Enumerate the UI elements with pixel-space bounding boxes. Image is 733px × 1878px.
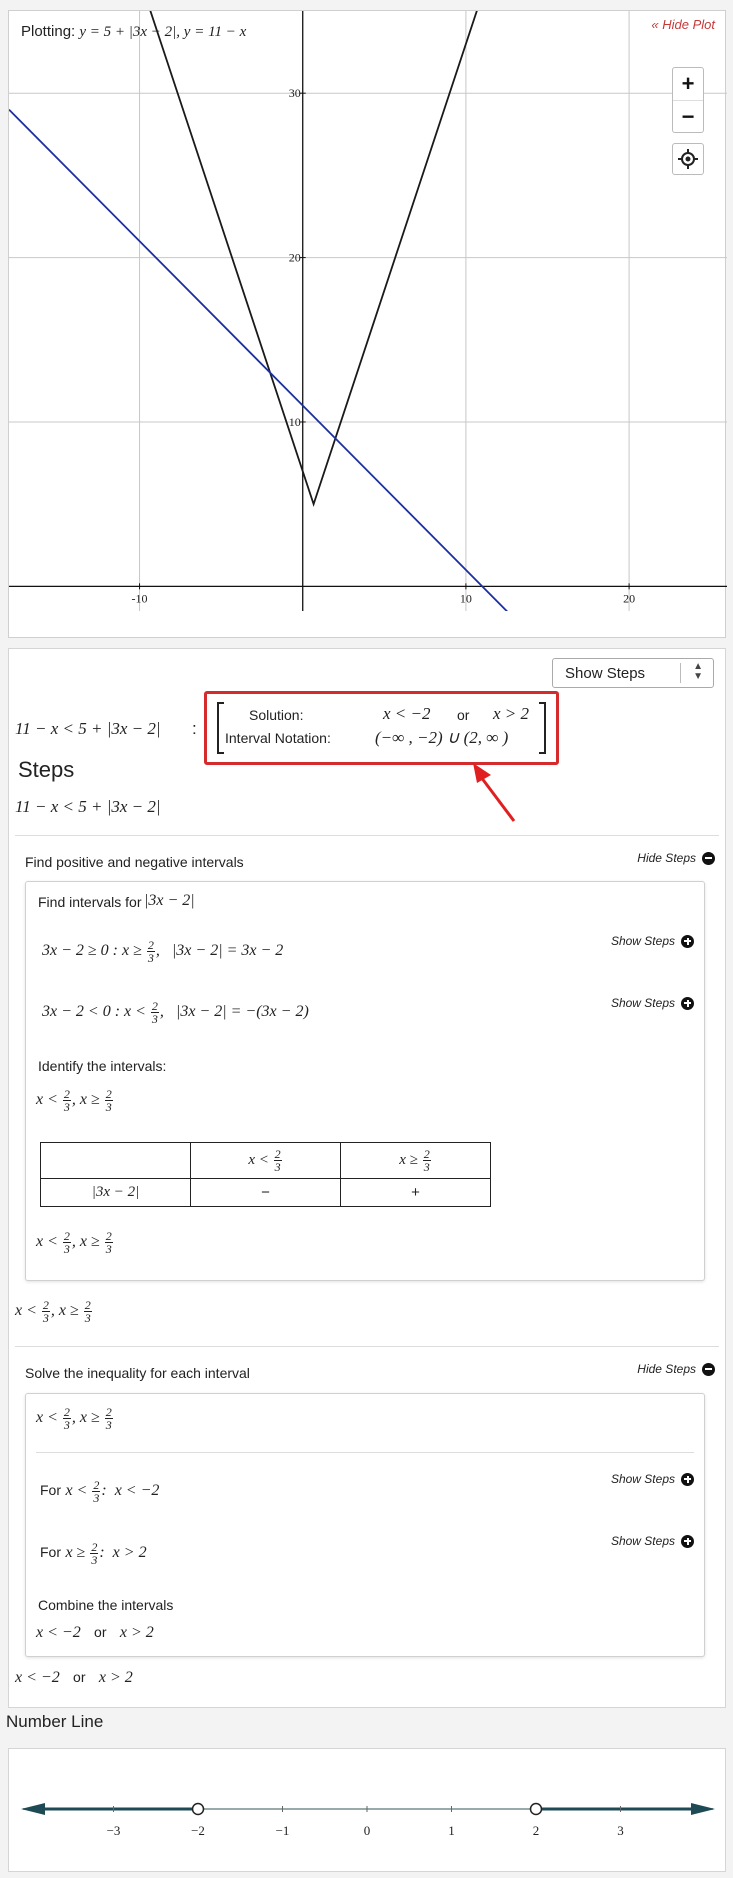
x-ge: x ≥ — [79, 1233, 100, 1251]
fraction — [105, 1088, 113, 1113]
final-result — [15, 1669, 133, 1687]
show-steps-link-case-1[interactable] — [611, 1472, 694, 1486]
fraction — [63, 1230, 71, 1255]
x-tick-label: 10 — [459, 591, 472, 606]
frac-den: 3 — [63, 1100, 70, 1114]
expand-icon — [681, 935, 694, 948]
intervals-list-3 — [36, 1406, 114, 1431]
final-value-2: x > 2 — [98, 1669, 133, 1686]
find-intervals-text: Find intervals for — [38, 894, 142, 910]
plot-canvas[interactable] — [9, 11, 727, 639]
table-header-lt — [191, 1143, 341, 1179]
fraction — [63, 1406, 71, 1431]
fraction — [105, 1230, 113, 1255]
hide-steps-link-2[interactable] — [637, 1362, 715, 1376]
fraction — [84, 1299, 92, 1324]
right-bracket — [539, 702, 546, 754]
frac-num: 2 — [105, 1087, 112, 1101]
expand-icon — [681, 1535, 694, 1548]
positive-case — [42, 939, 283, 964]
frac-num: 2 — [63, 1087, 70, 1101]
frac-num: 2 — [105, 1405, 112, 1419]
negative-case-lhs: 3x − 2 < 0 : x < — [42, 1003, 146, 1021]
answer-box — [204, 691, 559, 765]
frac-num: 2 — [84, 1298, 91, 1312]
frac-den: 3 — [42, 1311, 49, 1325]
frac-den: 3 — [63, 1418, 70, 1432]
red-arrow-icon — [469, 759, 519, 824]
x-tick-label: 20 — [623, 591, 636, 606]
combined-1: x < −2 — [36, 1624, 81, 1641]
number-line-panel — [8, 1748, 726, 1872]
combined-or: or — [94, 1624, 107, 1640]
number-line-tick-label: 2 — [532, 1823, 540, 1838]
zoom-controls — [672, 67, 704, 133]
table-row-label: |3x − 2| — [41, 1179, 191, 1207]
number-line-tick-label: −2 — [191, 1823, 205, 1838]
hide-plot-link[interactable]: « Hide Plot — [651, 17, 715, 32]
show-steps-label: Show Steps — [610, 996, 675, 1010]
frac-num: 2 — [63, 1405, 70, 1419]
expand-icon — [681, 997, 694, 1010]
y-tick-label: 10 — [288, 414, 301, 429]
x-ge: x ≥ — [79, 1091, 100, 1109]
hide-steps-label: Hide Steps — [637, 1362, 696, 1376]
x-lt: x < — [65, 1482, 88, 1500]
fraction — [42, 1299, 50, 1324]
open-point — [531, 1804, 542, 1815]
final-value-1: x < −2 — [15, 1669, 60, 1686]
right-arrow-icon — [691, 1803, 715, 1815]
for-label: For — [40, 1482, 61, 1499]
frac-num: 2 — [151, 999, 158, 1013]
intervals-summary — [15, 1299, 93, 1324]
negative-case — [42, 1000, 309, 1025]
divider — [15, 1346, 719, 1347]
fraction — [423, 1148, 431, 1173]
show-steps-label: Show Steps — [610, 934, 675, 948]
negative-case-rhs: |3x − 2| = −(3x − 2) — [175, 1003, 309, 1021]
zoom-out-button[interactable]: − — [673, 100, 703, 132]
x-lt: x < — [36, 1409, 58, 1427]
hide-steps-link-1[interactable] — [637, 851, 715, 865]
comma: , — [155, 942, 160, 960]
frac-den: 3 — [105, 1418, 112, 1432]
solution-value-2: x > 2 — [493, 704, 530, 723]
x-ge: x ≥ — [399, 1151, 418, 1168]
sign-table — [40, 1142, 491, 1207]
frac-num: 2 — [147, 938, 154, 952]
intervals-list-2 — [36, 1230, 114, 1255]
number-line-tick-label: 3 — [617, 1823, 624, 1838]
frac-num: 2 — [423, 1147, 430, 1161]
show-steps-label: Show Steps — [610, 1534, 675, 1548]
x-tick-label: -10 — [131, 591, 148, 606]
frac-den: 3 — [91, 1553, 98, 1567]
frac-den: 3 — [93, 1491, 100, 1505]
frac-num: 2 — [42, 1298, 49, 1312]
steps-title: Steps — [18, 757, 75, 782]
comma: , — [71, 1409, 76, 1427]
table-header-ge — [341, 1143, 491, 1179]
frac-num: 2 — [63, 1229, 70, 1243]
frac-num: 2 — [93, 1478, 100, 1492]
solve-box — [25, 1393, 705, 1657]
combined-result — [36, 1624, 154, 1642]
x-ge: x ≥ — [79, 1409, 100, 1427]
section-solve-title: Solve the inequality for each interval — [25, 1365, 250, 1381]
case-2: For x ≥ $\frac{2}{3}$ : x > 2 — [40, 1540, 147, 1567]
x-lt: x < — [36, 1233, 58, 1251]
plotting-label: Plotting: — [21, 23, 76, 40]
section-positive-negative-title: Find positive and negative intervals — [25, 854, 244, 870]
frac-den: 3 — [151, 1012, 158, 1026]
frac-den: 3 — [105, 1100, 112, 1114]
interval-label: Interval Notation: — [225, 730, 331, 746]
comma: , — [71, 1233, 76, 1251]
fraction — [151, 1000, 159, 1025]
case-1: For x < $\frac{2}{3}$ : x < −2 — [40, 1478, 160, 1505]
select-arrows-icon: ▲ ▼ — [693, 661, 703, 682]
open-point — [193, 1804, 204, 1815]
solution-panel — [8, 648, 726, 1708]
fraction — [63, 1088, 71, 1113]
fraction — [90, 1541, 98, 1566]
table-corner — [41, 1143, 191, 1179]
abs-expression: |3x − 2| — [144, 892, 195, 909]
combine-intervals-text: Combine the intervals — [38, 1597, 174, 1613]
x-ge: x ≥ — [65, 1544, 86, 1562]
comma: , — [50, 1302, 55, 1320]
solution-label: Solution: — [249, 707, 304, 723]
y-tick-label: 30 — [288, 86, 301, 101]
identify-intervals-text: Identify the intervals: — [38, 1058, 167, 1074]
frac-num: 2 — [274, 1147, 281, 1161]
expand-icon — [681, 1473, 694, 1486]
interval-value: (−∞ , −2) ∪ (2, ∞ ) — [375, 728, 509, 747]
fraction — [147, 939, 155, 964]
frac-den: 3 — [63, 1242, 70, 1256]
fraction — [105, 1406, 113, 1431]
table-cell-positive: + — [341, 1179, 491, 1207]
show-steps-link-positive[interactable] — [611, 934, 694, 948]
for-label: For — [40, 1544, 61, 1561]
frac-den: 3 — [105, 1242, 112, 1256]
positive-case-rhs: |3x − 2| = 3x − 2 — [171, 942, 284, 960]
table-cell-negative: − — [191, 1179, 341, 1207]
divider — [36, 1452, 694, 1453]
comma: , — [71, 1091, 76, 1109]
case-1-result: x < −2 — [114, 1482, 160, 1500]
number-line-tick-label: −1 — [275, 1823, 290, 1838]
y-tick-label: 20 — [288, 250, 301, 265]
frac-den: 3 — [274, 1160, 281, 1174]
show-steps-label: Show Steps — [610, 1472, 675, 1486]
frac-den: 3 — [423, 1160, 430, 1174]
x-lt: x < — [36, 1091, 58, 1109]
combined-2: x > 2 — [119, 1624, 154, 1641]
comma: , — [159, 1003, 164, 1021]
show-steps-select[interactable] — [552, 658, 714, 688]
number-line — [9, 1749, 727, 1873]
crosshair-icon — [677, 148, 699, 170]
show-steps-link-case-2[interactable] — [611, 1534, 694, 1548]
case-2-result: x > 2 — [112, 1544, 147, 1562]
divider — [15, 835, 719, 836]
problem-colon: : — [192, 719, 197, 738]
positive-case-lhs: 3x − 2 ≥ 0 : x ≥ — [42, 942, 142, 960]
solution-value-1: x < −2 — [383, 704, 431, 723]
show-steps-select-label: Show Steps — [565, 664, 646, 682]
select-divider — [680, 663, 681, 683]
fraction — [92, 1479, 100, 1504]
x-lt: x < — [15, 1302, 37, 1320]
plotting-equations: y = 5 + |3x − 2|, y = 11 − x — [79, 24, 247, 40]
solution-or: or — [457, 707, 470, 723]
hide-steps-label: Hide Steps — [637, 851, 696, 865]
x-lt: x < — [248, 1151, 269, 1168]
left-bracket — [217, 702, 224, 754]
collapse-icon — [702, 852, 715, 865]
number-line-tick-label: 1 — [448, 1823, 455, 1838]
number-line-tick-label: −3 — [106, 1823, 121, 1838]
intervals-box — [25, 881, 705, 1281]
final-or: or — [73, 1669, 86, 1685]
number-line-title: Number Line — [6, 1712, 104, 1731]
frac-num: 2 — [91, 1540, 98, 1554]
zoom-in-button[interactable]: + — [681, 71, 695, 96]
frac-num: 2 — [105, 1229, 112, 1243]
plot-panel — [8, 10, 726, 638]
collapse-icon — [702, 1363, 715, 1376]
recenter-button[interactable] — [672, 143, 704, 175]
linear-line — [9, 110, 727, 639]
show-steps-link-negative[interactable] — [611, 996, 694, 1010]
frac-den: 3 — [84, 1311, 91, 1325]
plot-header — [21, 23, 246, 41]
number-line-tick-label: 0 — [363, 1823, 371, 1838]
steps-restatement: 11 − x < 5 + |3x − 2| — [15, 797, 161, 816]
fraction — [274, 1148, 282, 1173]
left-arrow-icon — [21, 1803, 45, 1815]
intervals-list-1 — [36, 1088, 114, 1113]
problem-statement: 11 − x < 5 + |3x − 2| — [15, 719, 161, 738]
x-ge: x ≥ — [58, 1302, 79, 1320]
frac-den: 3 — [147, 951, 154, 965]
